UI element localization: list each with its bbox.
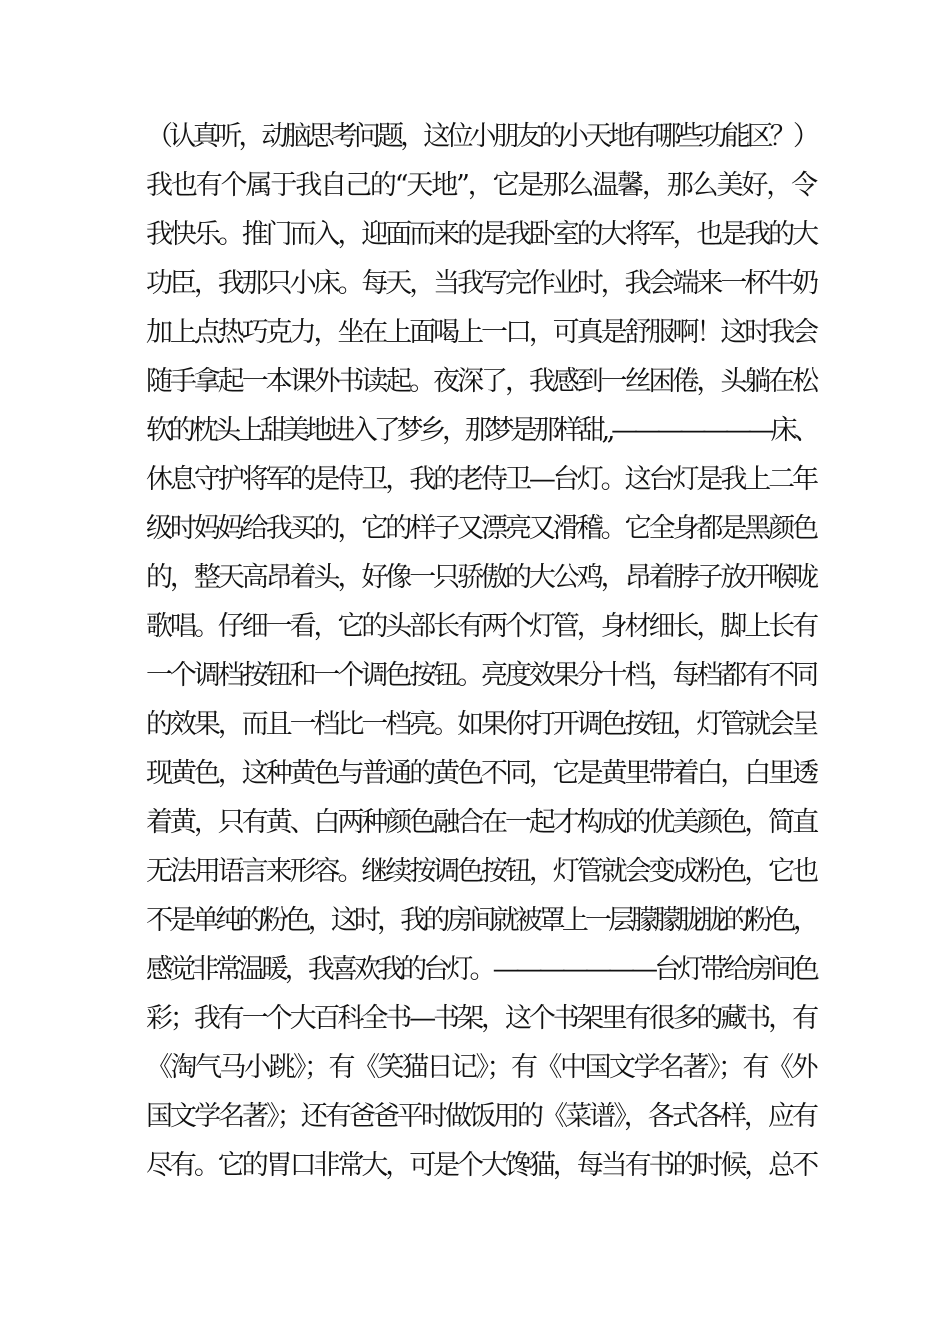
text-line: 歌唱。仔细一看，它的头部长有两个灯管，身材细长，脚上长有 xyxy=(146,611,817,642)
text-line: 《淘气马小跳》；有《笑猫日记》；有《中国文学名著》；有《外 xyxy=(146,1052,816,1083)
text-line: 随手拿起一本课外书读起。夜深了，我感到一丝困倦，头躺在松 xyxy=(146,366,817,397)
text-line: 国文学名著》；还有爸爸平时做饭用的《菜谱》，各式各样，应有 xyxy=(146,1101,816,1132)
text-line: 软的枕头上甜美地进入了梦乡，那梦是那样甜„———————床、 xyxy=(146,415,817,446)
text-line: 感觉非常温暖，我喜欢我的台灯。———————台灯带给房间色 xyxy=(146,954,816,985)
text-line: 彩；我有一个大百科全书—书架，这个书架里有很多的藏书，有 xyxy=(146,1003,817,1034)
text-line: 无法用语言来形容。继续按调色按钮，灯管就会变成粉色，它也 xyxy=(146,856,817,887)
text-line: 不是单纯的粉色，这时，我的房间就被罩上一层朦朦胧胧的粉色， xyxy=(146,905,816,936)
text-line: 我也有个属于我自己的“天地”，它是那么温馨，那么美好，令 xyxy=(146,170,816,201)
text-line: （认真听，动脑思考问题，这位小朋友的小天地有哪些功能区？） xyxy=(146,121,816,152)
text-line: 我快乐。推门而入，迎面而来的是我卧室的大将军，也是我的大 xyxy=(146,219,817,250)
text-line: 尽有。它的胃口非常大，可是个大馋猫，每当有书的时候，总不 xyxy=(146,1150,817,1181)
text-line: 一个调档按钮和一个调色按钮。亮度效果分十档，每档都有不同 xyxy=(146,660,817,691)
text-line: 功臣，我那只小床。每天，当我写完作业时，我会端来一杯牛奶 xyxy=(146,268,817,299)
text-line: 休息守护将军的是侍卫，我的老侍卫—台灯。这台灯是我上二年 xyxy=(146,464,817,495)
text-line: 着黄，只有黄、白两种颜色融合在一起才构成的优美颜色，简直 xyxy=(146,807,817,838)
text-line: 级时妈妈给我买的，它的样子又漂亮又滑稽。它全身都是黑颜色 xyxy=(146,513,817,544)
essay-text xyxy=(146,112,816,1190)
text-line: 加上点热巧克力，坐在上面喝上一口，可真是舒服啊！这时我会 xyxy=(146,317,817,348)
text-line: 的，整天高昂着头，好像一只骄傲的大公鸡，昂着脖子放开喉咙 xyxy=(146,562,817,593)
text-line: 现黄色，这种黄色与普通的黄色不同，它是黄里带着白，白里透 xyxy=(146,758,817,789)
text-line: 的效果，而且一档比一档亮。如果你打开调色按钮，灯管就会呈 xyxy=(146,709,817,740)
